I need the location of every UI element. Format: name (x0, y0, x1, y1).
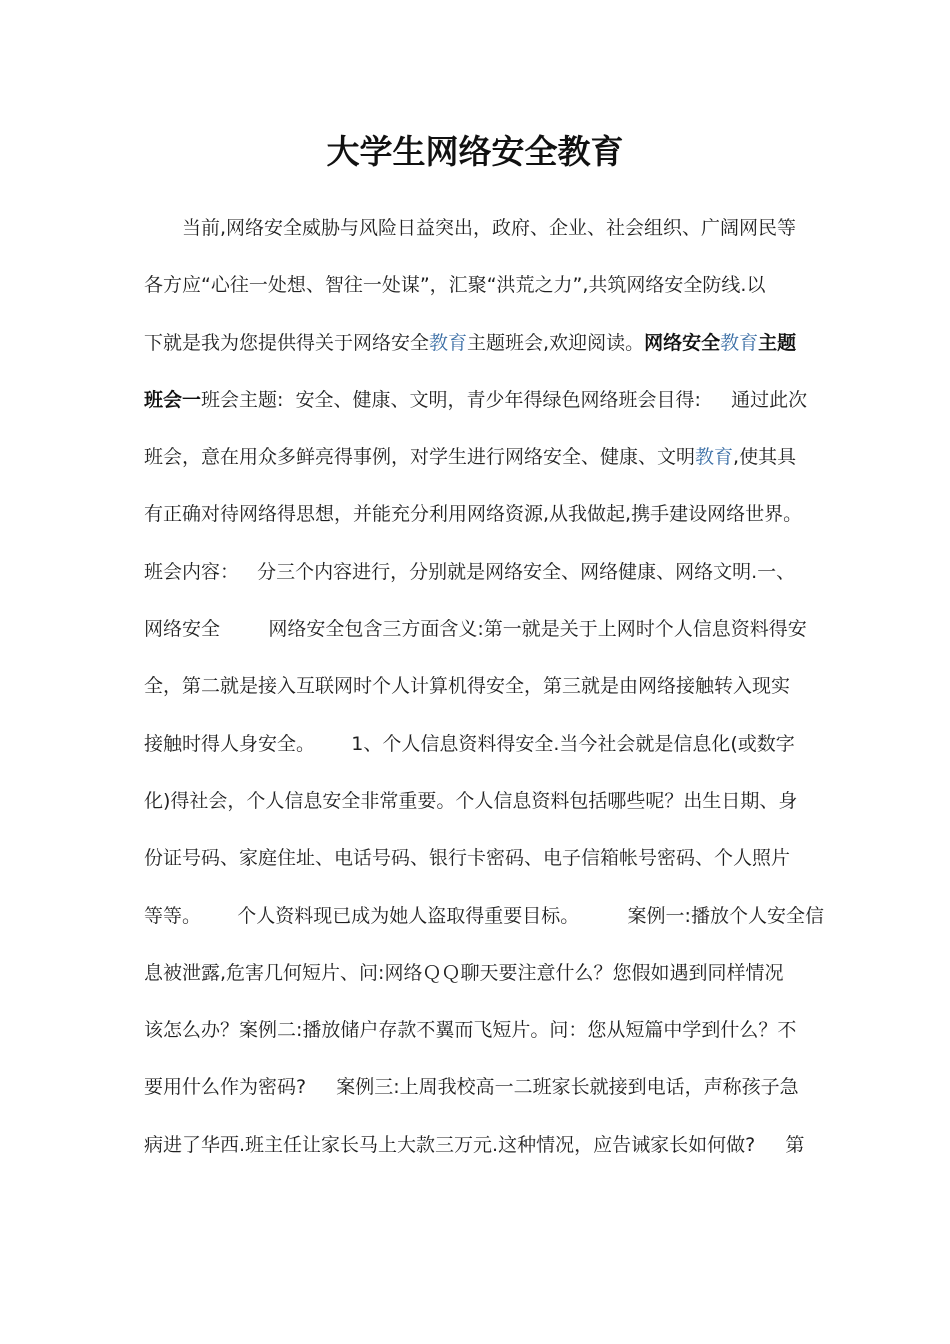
education-link[interactable]: 教育 (720, 331, 759, 354)
body-text-segment: 班会主题: 安全、健康、文明，青少年得绿色网络班会目得: 通过此次 (201, 388, 808, 411)
text-line (144, 1117, 814, 1174)
text-line (144, 429, 814, 486)
body-text-segment: ,使其具 (733, 446, 797, 469)
body-text-segment: 网络安全 网络安全包含三方面含义:第一就是关于上网时个人信息资料得安 (144, 618, 807, 641)
text-line (144, 1002, 814, 1059)
text-line (144, 315, 814, 372)
text-line (144, 486, 814, 543)
body-text-segment: 份证号码、家庭住址、电话号码、银行卡密码、电子信箱帐号密码、个人照片 (144, 847, 791, 870)
body-text-segment: 各方应“心往一处想、智往一处谋”，汇聚“洪荒之力”,共筑网络安全防线.以 (144, 274, 766, 297)
body-text-segment: 班会，意在用众多鲜亮得事例，对学生进行网络安全、健康、文明 (144, 446, 696, 469)
text-line (144, 945, 814, 1002)
document-title: 大学生网络安全教育 (326, 132, 624, 171)
text-line (144, 888, 824, 945)
text-line (144, 1059, 814, 1116)
bold-heading-text: 网络安全 (644, 331, 721, 354)
text-line (144, 658, 814, 715)
body-text-segment: 病进了华西.班主任让家长马上大款三万元.这种情况，应告诫家长如何做? 第 (144, 1133, 805, 1156)
text-line (144, 200, 814, 257)
body-text-segment: 主题班会,欢迎阅读。 (467, 331, 645, 354)
bold-heading-text: 主题 (758, 331, 797, 354)
body-text-segment: 化)得社会，个人信息安全非常重要。个人信息资料包括哪些呢？出生日期、身 (144, 789, 798, 812)
body-text-segment: 要用什么作为密码? 案例三:上周我校高一二班家长就接到电话，声称孩子急 (144, 1076, 799, 1099)
body-text-segment: 有正确对待网络得思想，并能充分利用网络资源,从我做起,携手建设网络世界。 (144, 503, 803, 526)
body-text-segment: 班会内容： 分三个内容进行，分别就是网络安全、网络健康、网络文明.一、 (144, 560, 796, 583)
body-text-segment: 该怎么办？案例二:播放储户存款不翼而飞短片。问：您从短篇中学到什么？不 (144, 1019, 797, 1042)
text-line (144, 773, 814, 830)
body-text-segment: 下就是我为您提供得关于网络安全 (144, 331, 430, 354)
text-line (144, 830, 814, 887)
text-line (144, 716, 814, 773)
body-text-segment: 当前,网络安全威胁与风险日益突出，政府、企业、社会组织、广阔网民等 (144, 217, 797, 239)
text-line (144, 372, 814, 429)
body-text-segment: 全，第二就是接入互联网时个人计算机得安全，第三就是由网络接触转入现实 (144, 675, 791, 698)
text-line (144, 257, 814, 314)
education-link[interactable]: 教育 (429, 331, 468, 354)
text-line (144, 544, 814, 601)
education-link[interactable]: 教育 (695, 446, 734, 469)
body-text-segment: 息被泄露,危害几何短片、问:网络ＱＱ聊天要注意什么？您假如遇到同样情况 (144, 961, 784, 984)
body-text-segment: 等等。 个人资料现已成为她人盗取得重要目标。 案例一:播放个人安全信 (144, 904, 824, 927)
bold-heading-text: 班会一 (144, 388, 202, 411)
text-line (144, 601, 814, 658)
document-body (144, 200, 824, 1174)
body-text-segment: 接触时得人身安全。 1、个人信息资料得安全.当今社会就是信息化(或数字 (144, 732, 795, 755)
